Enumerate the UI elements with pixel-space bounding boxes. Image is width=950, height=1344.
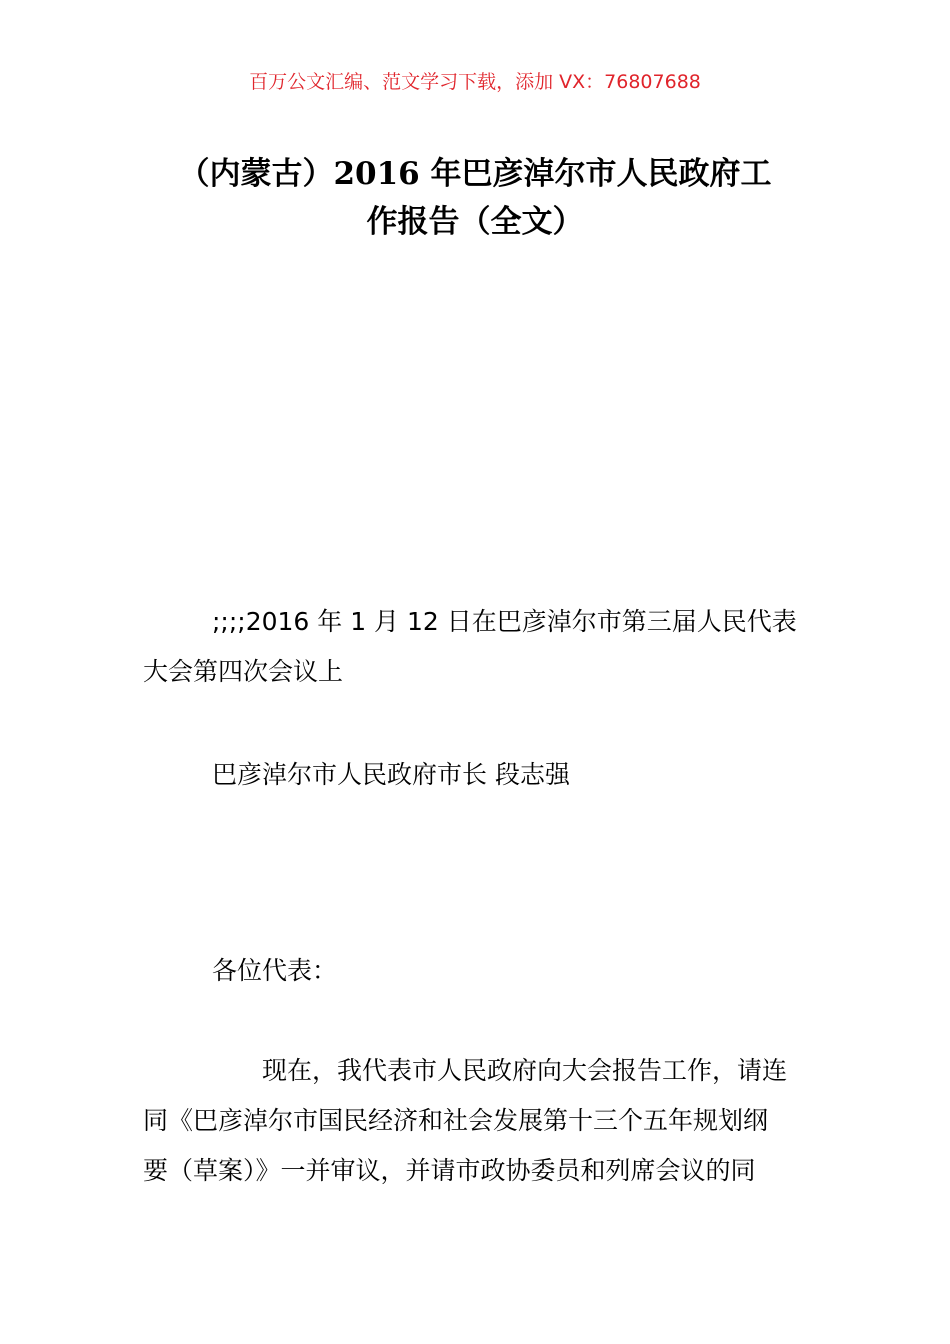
meeting-info-line-2: 大会第四次会议上 (143, 657, 344, 686)
meeting-info-line-1: ;;;;2016 年 1 月 12 日在巴彦淖尔市第三届人民代表 (212, 607, 797, 636)
speaker-line: 巴彦淖尔市人民政府市长 段志强 (212, 760, 570, 789)
body-paragraph-line-1: 现在，我代表市人民政府向大会报告工作，请连 (262, 1056, 788, 1085)
watermark-banner: 百万公文汇编、范文学习下载，添加 VX：76807688 (249, 71, 701, 93)
salutation: 各位代表： (212, 956, 338, 985)
body-paragraph-line-2: 同《巴彦淖尔市国民经济和社会发展第十三个五年规划纲 (143, 1106, 769, 1135)
document-title-line-2: 作报告（全文） (366, 204, 584, 240)
document-title-line-1: （内蒙古）2016 年巴彦淖尔市人民政府工 (178, 156, 772, 192)
body-paragraph-line-3: 要（草案）》一并审议，并请市政协委员和列席会议的同 (143, 1156, 756, 1185)
